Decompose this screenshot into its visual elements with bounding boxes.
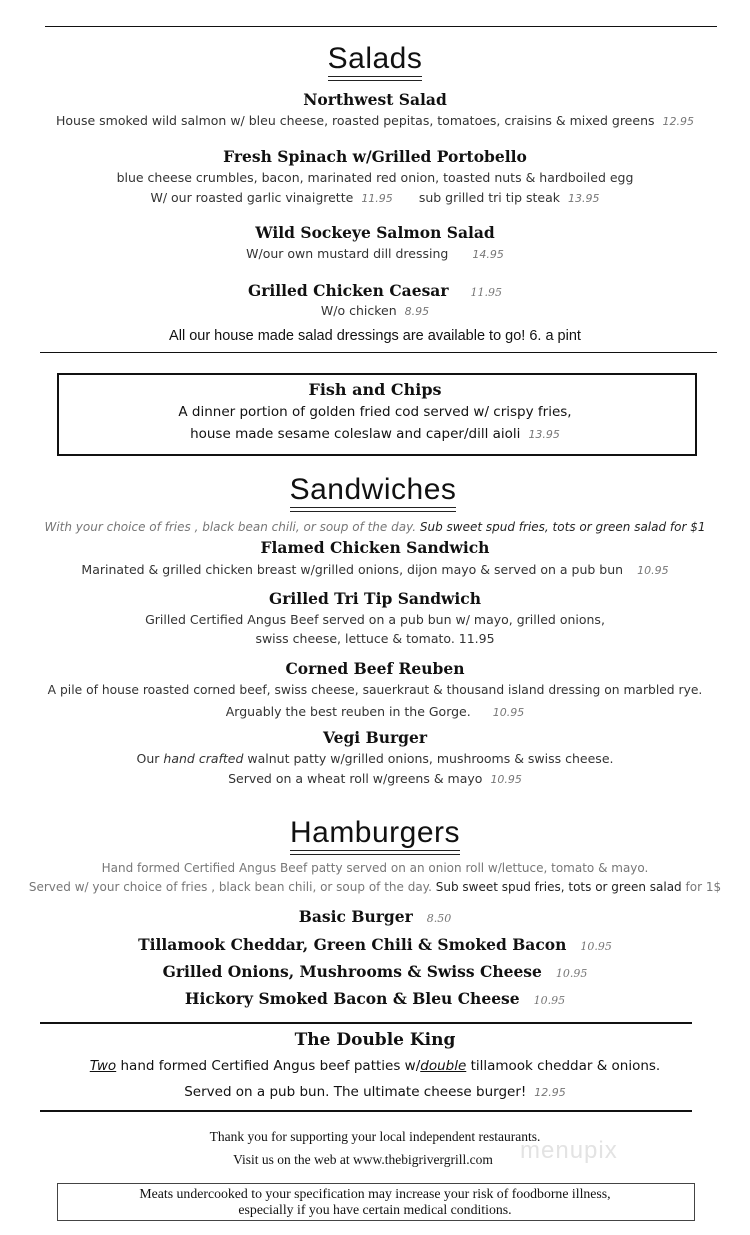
menu-item-name: Wild Sockeye Salmon Salad	[255, 223, 495, 242]
menu-item-desc: W/o chicken 8.95	[320, 303, 430, 318]
menupix-watermark: menupix	[520, 1137, 618, 1164]
double-king-top-rule	[40, 1022, 692, 1024]
menu-item-desc: Marinated & grilled chicken breast w/grilled onions, dijon mayo & served on a pub bun 10.95	[81, 562, 669, 577]
dressing-note: All our house made salad dressings are available to go! 6. a pint	[169, 328, 581, 344]
menu-item-desc: A dinner portion of golden fried cod served w/ crispy fries,	[178, 404, 572, 420]
menu-item-desc: W/our own mustard dill dressing 14.95	[246, 246, 504, 261]
menu-item-name: Corned Beef Reuben	[285, 659, 465, 678]
menu-item-desc: house made sesame coleslaw and caper/dill aioli 13.95	[190, 426, 560, 442]
top-rule	[45, 26, 717, 27]
menu-item-desc: Arguably the best reuben in the Gorge. 10.95	[225, 704, 525, 719]
salads-heading: Salads	[327, 42, 423, 75]
menu-item-name: The Double King	[294, 1030, 456, 1050]
menu-item-desc: Served on a wheat roll w/greens & mayo 10.95	[228, 771, 522, 786]
menu-item-name: Tillamook Cheddar, Green Chili & Smoked Bacon 10.95	[138, 935, 612, 954]
warning-text: Meats undercooked to your specification may increase your risk of foodborne illness,	[139, 1186, 611, 1201]
salads-bottom-rule	[40, 352, 717, 353]
warning-text: especially if you have certain medical conditions.	[238, 1202, 512, 1217]
menu-item-desc: Served on a pub bun. The ultimate cheese burger! 12.95	[184, 1084, 566, 1100]
menu-item-desc: Our hand crafted walnut patty w/grilled onions, mushrooms & swiss cheese.	[136, 751, 614, 766]
hamburgers-note: Served w/ your choice of fries , black bean chili, or soup of the day. Sub sweet spud fries, tots or green salad for 1$	[28, 880, 722, 894]
menu-item-name: Basic Burger 8.50	[298, 907, 452, 926]
menu-item-name: Grilled Onions, Mushrooms & Swiss Cheese 10.95	[162, 962, 588, 981]
website-note: Visit us on the web at www.thebigrivergrill.com	[233, 1152, 493, 1167]
menu-item-name: Grilled Chicken Caesar 11.95	[247, 281, 503, 300]
menu-item-desc: House smoked wild salmon w/ bleu cheese, roasted pepitas, tomatoes, craisins & mixed greens 12.95	[56, 113, 694, 128]
thanks-note: Thank you for supporting your local independent restaurants.	[209, 1129, 541, 1144]
menu-item-name: Fish and Chips	[308, 380, 442, 399]
menu-item-desc: Two hand formed Certified Angus beef patties w/double tillamook cheddar & onions.	[89, 1058, 661, 1074]
hamburgers-heading: Hamburgers	[289, 816, 461, 849]
menu-item-name: Vegi Burger	[323, 728, 427, 747]
double-king-bottom-rule	[40, 1110, 692, 1112]
sandwiches-note: With your choice of fries , black bean chili, or soup of the day. Sub sweet spud fries, tots or green salad for $1	[44, 520, 706, 534]
menu-item-name: Northwest Salad	[303, 90, 447, 109]
menu-item-name: Hickory Smoked Bacon & Bleu Cheese 10.95	[184, 989, 566, 1008]
menu-item-desc: Grilled Certified Angus Beef served on a pub bun w/ mayo, grilled onions,	[145, 612, 605, 627]
sandwiches-heading: Sandwiches	[289, 473, 457, 506]
menu-item-name: Grilled Tri Tip Sandwich	[269, 589, 481, 608]
hamburgers-note: Hand formed Certified Angus Beef patty served on an onion roll w/lettuce, tomato & mayo.	[101, 861, 649, 875]
menu-item-desc: blue cheese crumbles, bacon, marinated red onion, toasted nuts & hardboiled egg	[116, 170, 634, 185]
menu-item-desc: swiss cheese, lettuce & tomato. 11.95	[255, 631, 495, 646]
menu-item-desc: A pile of house roasted corned beef, swiss cheese, sauerkraut & thousand island dressing on marbled rye.	[47, 683, 703, 697]
menu-item-name: Fresh Spinach w/Grilled Portobello	[223, 147, 527, 166]
menu-item-name: Flamed Chicken Sandwich	[260, 538, 490, 557]
menu-item-desc: W/ our roasted garlic vinaigrette 11.95 sub grilled tri tip steak 13.95	[150, 190, 600, 205]
